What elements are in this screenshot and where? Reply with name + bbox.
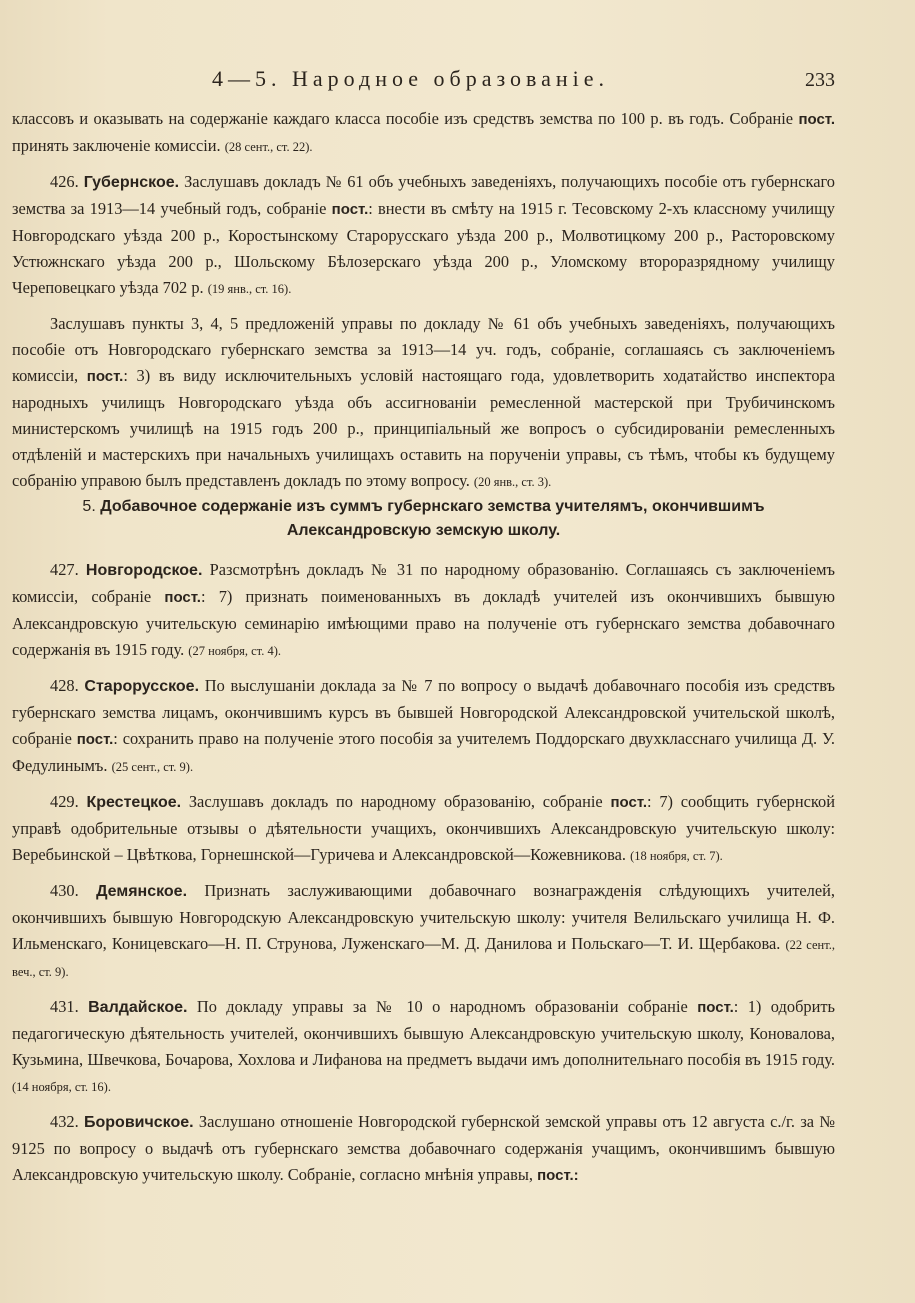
source-ref: (27 ноября, ст. 4). <box>188 644 281 658</box>
text: : 1) одобрить педагогическую дѣятельность учителей, окончившихъ бывшую Александровскую учительскую школу, Коновалова, Кузьмина, Швечкова, Бочарова, Хохлова и Лифанова на предметъ выдачи имъ дополнительнаго пособія въ 1915 году. <box>12 997 836 1069</box>
district-name: Демянское. <box>96 883 188 900</box>
source-ref: (22 сент., веч., ст. 9). <box>12 938 836 979</box>
page-number: 233 <box>805 69 835 91</box>
item-number: 426. <box>50 172 84 191</box>
district-name: Губернское. <box>83 174 180 191</box>
resolution-marker: пост. <box>164 589 201 606</box>
text: : сохранить право на полученіе этого пособія за учителемъ Поддорскаго двухкласснаго училища Д. У. Федулинымъ. <box>12 729 835 775</box>
district-name: Боровичское. <box>84 1114 194 1131</box>
resolution-marker: пост. <box>76 731 114 748</box>
text: Признать заслуживающими добавочнаго вознагражденія слѣдующихъ учителей, окончившихъ бывшую Новгородскую Александровскую учительскую школу: учителя Велильскаго училища Н. Ф. Ильменскаго, Коницевскаго—Н. П. Струнова, Луженскаго—М. Д. Данилова и Польскаго—Т. И. Щербакова. <box>12 881 835 953</box>
item-number: 431. <box>50 997 89 1016</box>
text: : 3) въ виду исключительныхъ условій настоящаго года, удовлетворить ходатайство инспектора народныхъ училищъ Новгородскаго уѣзда объ ассигнованіи ремесленной мастерской при Трубичинскомъ министерскомъ училищѣ на 1915 годъ 200 р., принципіальный же вопросъ о субсидированіи ремесленныхъ отдѣленій и мастерскихъ при начальныхъ училищахъ оставить на порученіи управы, съ тѣмъ, чтобы къ будущему собранію управою былъ представленъ докладъ по этому вопросу. <box>12 366 835 490</box>
paragraph-432 <box>12 1109 835 1189</box>
text: принять заключеніе комиссіи. <box>12 136 225 155</box>
text: классовъ и оказывать на содержаніе каждаго класса пособіе изъ средствъ земства по 100 р. въ годъ. Собраніе <box>12 109 799 128</box>
section-title: Добавочное содержаніе изъ суммъ губернскаго земства учителямъ, окончившимъ Александровскую земскую школу. <box>100 498 765 539</box>
text: По выслушаніи доклада за № 7 по вопросу о выдачѣ добавочнаго пособія изъ средствъ губернскаго земства лицамъ, окончившимъ курсъ въ бывшей Новгородской Александровской учительской школѣ, собраніе <box>12 676 835 748</box>
text: Заслушавъ пункты 3, 4, 5 предложеній управы по докладу № 61 объ учебныхъ заведеніяхъ, получающихъ пособіе отъ Новгородскаго губернскаго земства за 1913—14 уч. годъ, собраніе, соглашаясь съ заключеніемъ комиссіи, <box>12 314 835 385</box>
paragraph-continuation <box>12 106 835 160</box>
resolution-marker: пост. <box>86 368 124 385</box>
source-ref: (28 сент., ст. 22). <box>224 140 313 154</box>
text: Заслушано отношеніе Новгородской губернской земской управы отъ 12 августа с./г. за № 9125 по вопросу о выдачѣ отъ губернскаго земства добавочнаго содержанія учащимъ, окончившимъ бывшую Александровскую учительскую школу. Собраніе, согласно мнѣнія управы, <box>12 1112 836 1184</box>
header-title: 4—5. Народное образованіе. <box>212 66 610 91</box>
district-name: Крестецкое. <box>86 794 182 811</box>
paragraph-431 <box>12 994 835 1100</box>
resolution-marker: пост. <box>610 794 648 811</box>
text: Разсмотрѣнъ докладъ № 31 по народному образованію. Соглашаясь съ заключеніемъ комиссіи, собраніе <box>12 560 836 606</box>
section-number: 5. <box>82 498 96 515</box>
item-number: 430. <box>50 881 97 900</box>
resolution-marker: пост. <box>798 111 835 128</box>
item-number: 432. <box>50 1112 84 1131</box>
text: : 7) сообщить губернской управѣ одобрительные отзывы о дѣятельности учащихъ, окончившихъ Александровскую учительскую школу: Веребьинской – Цвѣткова, Горнешнской—Гуричева и Александровской—Кожевникова. <box>12 792 835 864</box>
paragraph-430 <box>12 878 835 985</box>
source-ref: (20 янв., ст. 3). <box>473 475 552 489</box>
source-ref: (18 ноября, ст. 7). <box>630 849 723 863</box>
text: Заслушавъ докладъ по народному образованію, собраніе <box>181 792 611 811</box>
district-name: Новгородское. <box>85 562 203 579</box>
paragraph-428 <box>12 673 835 780</box>
page-header <box>12 66 835 106</box>
text: По докладу управы за № 10 о народномъ образованіи собраніе <box>187 997 698 1016</box>
source-ref: (25 сент., ст. 9). <box>111 760 194 774</box>
source-ref: (14 ноября, ст. 16). <box>12 1080 111 1094</box>
paragraph-429 <box>12 789 835 869</box>
section-heading <box>12 495 835 543</box>
text: : 7) признать поименованныхъ въ докладѣ учителей изъ окончившихъ бывшую Александровскую учительскую семинарію имѣющими право на полученіе отъ губернскаго земства добавочнаго содержанія въ 1915 году. <box>12 587 835 659</box>
paragraph-426-b <box>12 311 835 495</box>
paragraph-427 <box>12 557 835 664</box>
source-ref: (19 янв., ст. 16). <box>207 282 292 296</box>
item-number: 429. <box>50 792 87 811</box>
district-name: Валдайское. <box>88 999 188 1016</box>
resolution-marker: пост. <box>331 201 369 218</box>
paragraph-426 <box>12 169 835 302</box>
district-name: Старорусское. <box>84 678 200 695</box>
text: : внести въ смѣту на 1915 г. Тесовскому 2-хъ классному училищу Новгородскаго уѣзда 200 р., Коростынскому Старорусскаго уѣзда 200 р., Молвотицкому 200 р., Расторовскому Устюжнскаго уѣзда 200 р., Шольскому Бѣлозерскаго уѣзда 200 р., Уломскому второразрядному училищу Череповецкаго уѣзда 702 р. <box>12 199 835 297</box>
text: Заслушавъ докладъ № 61 объ учебныхъ заведеніяхъ, получающихъ пособіе отъ губернскаго земства за 1913—14 учебный годъ, собраніе <box>12 172 835 218</box>
item-number: 427. <box>50 560 86 579</box>
resolution-marker: пост.: <box>537 1167 579 1184</box>
item-number: 428. <box>50 676 85 695</box>
resolution-marker: пост. <box>697 999 734 1016</box>
